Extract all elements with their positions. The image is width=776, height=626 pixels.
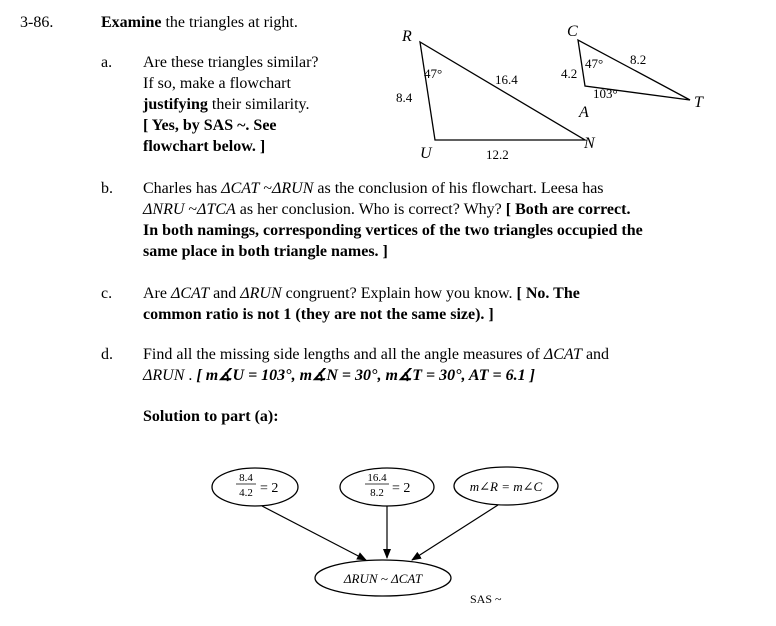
angle-a-label: 103°: [593, 86, 618, 101]
part-d-line1: [143, 344, 763, 365]
arrow-node3-to-conclusion: [412, 505, 498, 560]
part-d-l2-a: .: [184, 367, 197, 384]
triangle-run: [420, 42, 585, 140]
vertex-n-label: N: [584, 135, 595, 152]
part-b-l2-sim: ~: [184, 201, 198, 218]
part-c-l1-bold: [ No. The: [516, 285, 580, 302]
angle-c-label: 47°: [585, 56, 604, 71]
node2-numerator: 16.4: [367, 472, 387, 484]
part-c-text: [143, 283, 763, 325]
side-ca-label: 4.2: [561, 66, 578, 81]
side-rn-label: 16.4: [495, 72, 518, 87]
vertex-r-label: R: [402, 28, 412, 45]
part-b-label: b.: [101, 180, 113, 197]
part-c-l1-c: congruent? Explain how you know.: [281, 285, 517, 302]
part-d-l1-a: Find all the missing side lengths and all the angle measures of: [143, 346, 544, 363]
part-b-line2: [143, 199, 763, 220]
reason-label: SAS ~: [470, 592, 502, 606]
title-rest: the triangles at right.: [161, 14, 298, 31]
part-c-l1-tri1: ΔCAT: [170, 285, 210, 302]
part-c-line2: common ratio is not 1 (they are not the same size). ]: [143, 306, 494, 323]
arrow-node1-to-conclusion: [262, 506, 366, 560]
triangles-figure: [380, 14, 710, 170]
node1-result: = 2: [260, 481, 279, 496]
part-b-l1-sim: ~: [259, 180, 272, 197]
side-ru-label: 8.4: [396, 90, 413, 105]
part-a-line3-rest: their similarity.: [207, 96, 310, 113]
vertex-c-label: C: [567, 23, 578, 40]
part-b-l2-tri1: ΔNRU: [143, 201, 185, 218]
part-b-line1: [143, 178, 763, 199]
part-d-l1-b: and: [581, 346, 610, 363]
part-a-line1: Are these triangles similar?: [143, 54, 319, 71]
part-c-l1-tri2: ΔRUN: [240, 285, 282, 302]
side-ct-label: 8.2: [630, 52, 647, 67]
part-c-label: c.: [101, 285, 113, 302]
part-a-text: [143, 52, 383, 157]
part-a-label: a.: [101, 54, 113, 71]
part-a-line2: If so, make a flowchart: [143, 75, 291, 92]
part-d-l2-tri: ΔRUN: [143, 367, 185, 384]
part-d-l1-tri: ΔCAT: [543, 346, 582, 363]
flow-node-ratio-ru-ca: [212, 468, 298, 506]
problem-title: [101, 12, 298, 33]
flowchart: [200, 455, 580, 620]
angle-r-label: 47°: [424, 66, 443, 81]
node3-text: m∠R = m∠C: [469, 479, 543, 494]
node1-denominator: 4.2: [239, 487, 253, 499]
part-d-l2-bold: [ m∡U = 103°, m∡N = 30°, m∡T = 30°, AT = 6.1 ]: [196, 367, 535, 384]
vertex-t-label: T: [694, 94, 703, 111]
vertex-a-label: A: [579, 104, 589, 121]
conclusion-text: ΔRUN ~ ΔCAT: [343, 571, 423, 586]
part-b-l2-tri2: ΔTCA: [197, 201, 236, 218]
flow-node-ratio-rn-ct: [340, 468, 434, 506]
title-bold: Examine: [101, 14, 162, 31]
part-a-answer-line2: flowchart below. ]: [143, 138, 266, 155]
node2-denominator: 8.2: [370, 487, 384, 499]
part-d-line2: [143, 365, 763, 386]
side-un-label: 12.2: [486, 147, 509, 162]
node2-result: = 2: [392, 481, 411, 496]
solution-heading: Solution to part (a):: [143, 408, 279, 425]
part-d-text: [143, 344, 763, 386]
part-a-line3-bold: justifying: [143, 96, 208, 113]
part-c-l1-a: Are: [143, 285, 171, 302]
part-a-line3: [143, 94, 383, 115]
part-b-line4: same place in both triangle names. ]: [143, 243, 388, 260]
part-a-answer-line1: [ Yes, by SAS ~. See: [143, 117, 277, 134]
part-b-l1-b: as the conclusion of his flowchart. Leesa has: [313, 180, 604, 197]
problem-number: 3-86.: [20, 14, 54, 31]
part-b-l1-tri2: ΔRUN: [272, 180, 314, 197]
part-b-text: [143, 178, 763, 262]
part-c-l1-b: and: [209, 285, 241, 302]
part-b-line3: In both namings, corresponding vertices of the two triangles occupied the: [143, 222, 643, 239]
part-b-l1-a: Charles has: [143, 180, 222, 197]
part-b-l2-bold: [ Both are correct.: [505, 201, 631, 218]
part-d-label: d.: [101, 346, 113, 363]
part-b-l2-a: as her conclusion. Who is correct? Why?: [235, 201, 506, 218]
node1-numerator: 8.4: [239, 472, 253, 484]
part-c-line1: [143, 283, 763, 304]
part-b-l1-tri1: ΔCAT: [221, 180, 260, 197]
vertex-u-label: U: [420, 145, 432, 162]
